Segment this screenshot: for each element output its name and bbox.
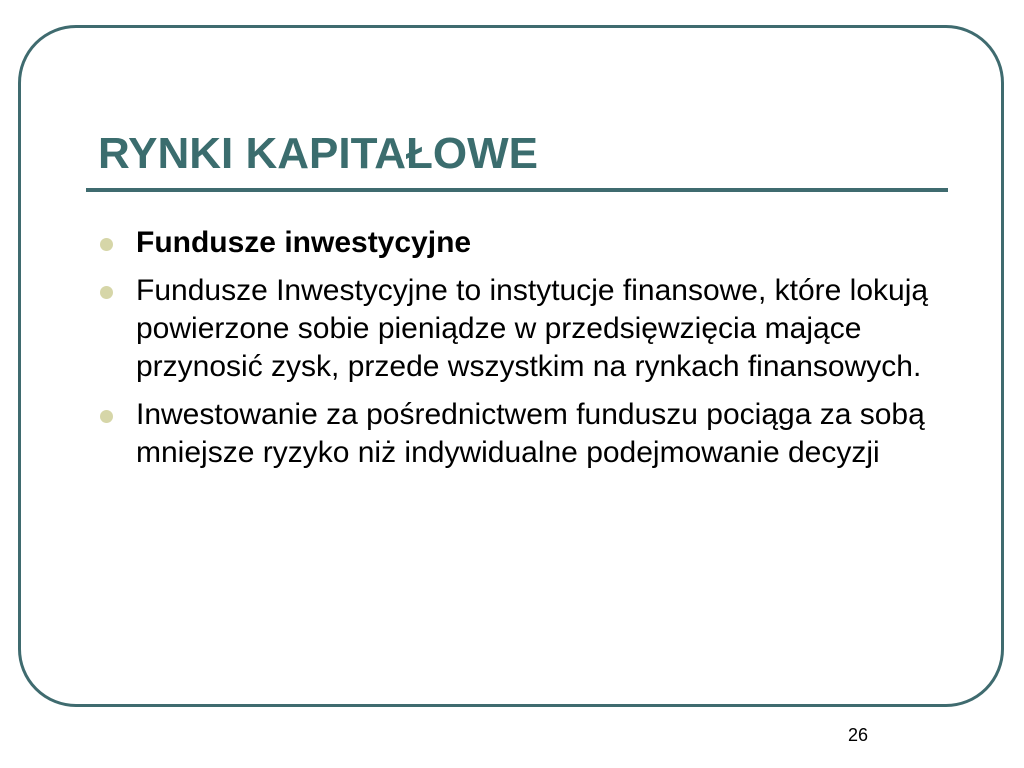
title-underline (86, 188, 948, 192)
bullet-item (100, 396, 940, 472)
bullet-text: Inwestowanie za pośrednictwem funduszu pociąga za sobą mniejsze ryzyko niż indywidualne podejmowanie decyzji (136, 398, 925, 469)
bullet-item (100, 272, 940, 386)
bullet-text: Fundusze inwestycyjne (136, 226, 472, 259)
bullet-dot-icon (100, 286, 113, 299)
bullet-list (100, 224, 940, 482)
bullet-dot-icon (100, 238, 113, 251)
slide-title: RYNKI KAPITAŁOWE (98, 129, 538, 178)
bullet-item (100, 224, 940, 262)
page-number: 26 (847, 725, 869, 745)
bullet-dot-icon (100, 410, 113, 423)
bullet-text: Fundusze Inwestycyjne to instytucje finansowe, które lokują powierzone sobie pieniądze w przedsięwzięcia mające przynosić zysk, przede wszystkim na rynkach finansowych. (136, 274, 929, 383)
